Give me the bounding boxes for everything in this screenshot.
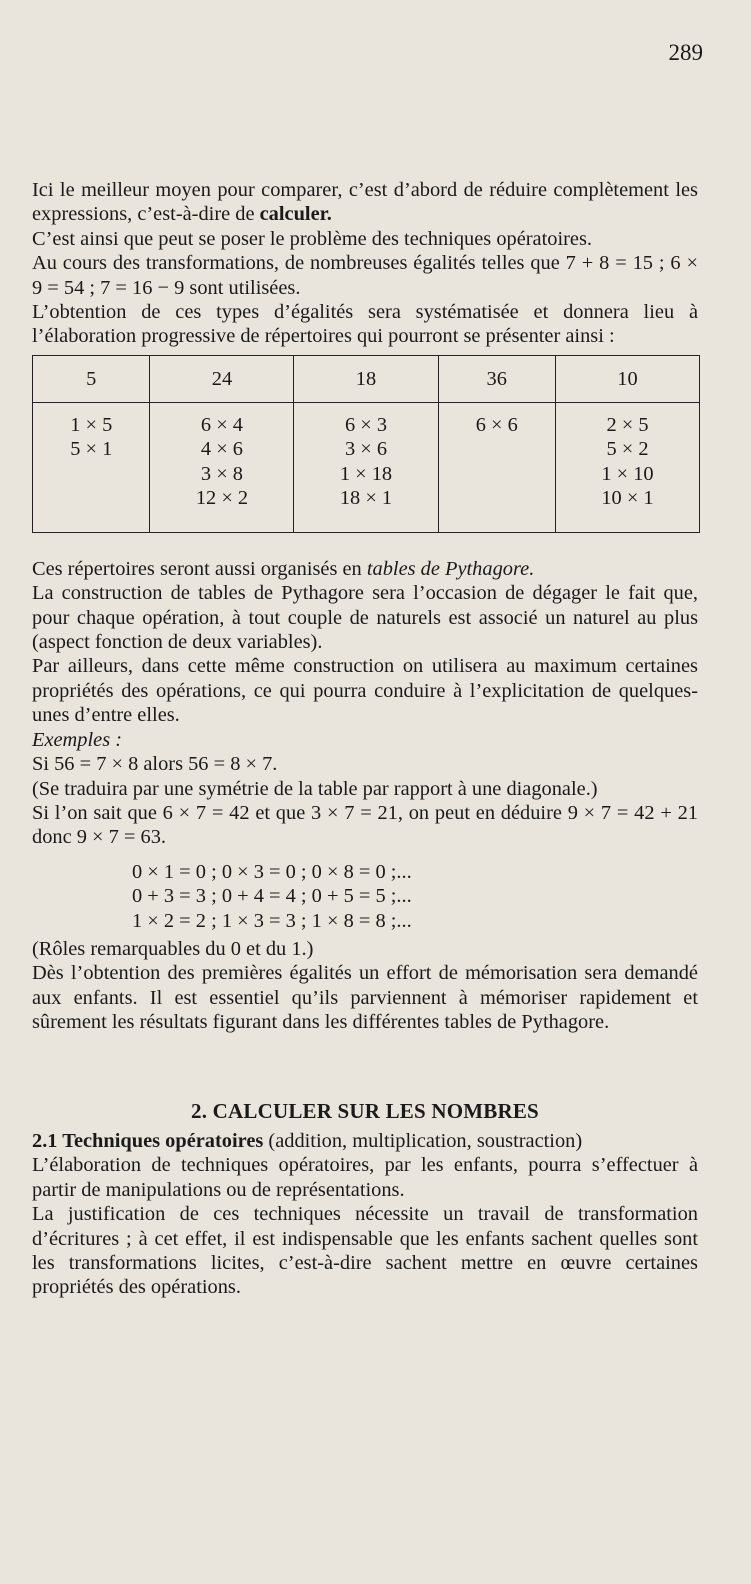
product-line: 2 × 5 <box>606 413 649 436</box>
product-line: 6 × 3 <box>344 413 388 436</box>
paragraph-repertoires: L’obtention de ces types d’égalités sera systématisée et donnera lieu à l’élaboration progressive de répertoires qui pourront se présenter ainsi : <box>32 301 698 348</box>
pythagore-italic-term: tables de Pythagore. <box>366 557 535 580</box>
table-cell <box>294 402 438 532</box>
subsection-heading <box>32 1129 698 1153</box>
paragraph-techniques: C’est ainsi que peut se poser le problème des techniques opératoires. <box>32 227 593 250</box>
paragraph-elaboration: L’élaboration de techniques opératoires, par les enfants, pourra s’effectuer à partir de manipulations ou de représentations. <box>32 1154 698 1201</box>
product-line: 18 × 1 <box>339 487 393 510</box>
product-line: 1 × 5 <box>70 413 113 436</box>
table-cell <box>150 402 294 532</box>
product-line: 5 × 1 <box>70 438 113 461</box>
equality-line: 0 + 3 = 3 ; 0 + 4 = 4 ; 0 + 5 = 5 ;... <box>132 885 412 908</box>
equalities-block <box>132 860 698 933</box>
paragraph-intro <box>32 178 698 227</box>
paragraph-pythagore <box>32 557 698 581</box>
example-symmetry-note: (Se traduira par une symétrie de la table par rapport à une diagonale.) <box>32 777 598 800</box>
table-cell <box>555 402 699 532</box>
header-cell: 10 <box>555 355 699 402</box>
equality-line: 0 × 1 = 0 ; 0 × 3 = 0 ; 0 × 8 = 0 ;... <box>132 860 412 883</box>
product-line: 1 × 18 <box>339 462 393 485</box>
subsection-title: 2.1 Techniques opératoires <box>32 1129 264 1152</box>
product-line: 4 × 6 <box>200 438 244 461</box>
table-cell <box>438 402 555 532</box>
examples-label: Exemples : <box>32 728 123 751</box>
product-line: 1 × 10 <box>601 462 654 485</box>
intro-text: Ici le meilleur moyen pour comparer, c’est d’abord de réduire complètement les expressions, c’est-à-dire de <box>32 179 698 226</box>
page-body <box>32 178 698 1300</box>
table-cell <box>33 402 150 532</box>
table-header-row <box>33 355 700 402</box>
section-heading: 2. CALCULER SUR LES NOMBRES <box>191 1098 539 1123</box>
product-line: 6 × 4 <box>200 413 244 436</box>
equality-line: 1 × 2 = 2 ; 1 × 3 = 3 ; 1 × 8 = 8 ;... <box>132 909 412 932</box>
product-line: 10 × 1 <box>601 487 654 510</box>
header-cell: 18 <box>294 355 438 402</box>
repertoire-table <box>32 355 700 533</box>
product-line: 5 × 2 <box>606 438 649 461</box>
pythagore-text: Ces répertoires seront aussi organisés en <box>32 557 367 580</box>
paragraph-roles: (Rôles remarquables du 0 et du 1.) <box>32 937 314 960</box>
paragraph-proprietes: Par ailleurs, dans cette même construction on utilisera au maximum certaines propriétés des opérations, ce qui pourra conduire à l’explicitation de quelques-unes d’entre elles. <box>32 655 698 727</box>
paragraph-memorisation: Dès l’obtention des premières égalités un effort de mémorisation sera demandé aux enfants. Il est essentiel qu’ils parviennent à mémoriser rapidement et sûrement les résultats figurant dans les différentes tables de Pythagore. <box>32 962 698 1034</box>
product-line: 3 × 6 <box>344 438 388 461</box>
header-cell: 5 <box>33 355 150 402</box>
example-commutativity: Si 56 = 7 × 8 alors 56 = 8 × 7. <box>32 753 278 776</box>
intro-bold-term: calculer. <box>259 203 332 226</box>
example-distributivity: Si l’on sait que 6 × 7 = 42 et que 3 × 7 = 21, on peut en déduire 9 × 7 = 42 + 21 donc 9 × 7 = 63. <box>32 801 698 849</box>
header-cell: 24 <box>150 355 294 402</box>
product-line: 3 × 8 <box>200 462 244 485</box>
paragraph-transformations: Au cours des transformations, de nombreuses égalités telles que 7 + 8 = 15 ; 6 × 9 = 54 ; 7 = 16 − 9 sont utilisées. <box>32 252 698 299</box>
paragraph-justification: La justification de ces techniques nécessite un travail de transformation d’écritures ; à cet effet, il est indispensable que les enfants sachent quelles sont les transformations licites, c’est-à-dire sachent mettre en œuvre certaines propriétés des opérations. <box>32 1203 698 1299</box>
product-line: 12 × 2 <box>195 487 249 510</box>
subsection-subtitle: (addition, multiplication, soustraction) <box>263 1129 583 1152</box>
product-line: 6 × 6 <box>475 413 518 436</box>
page-number: 289 <box>668 40 703 65</box>
header-cell: 36 <box>438 355 555 402</box>
table-row <box>33 402 700 532</box>
paragraph-construction: La construction de tables de Pythagore sera l’occasion de dégager le fait que, pour chaque opération, à tout couple de naturels est associé un naturel au plus (aspect fonction de deux variables). <box>32 582 698 654</box>
